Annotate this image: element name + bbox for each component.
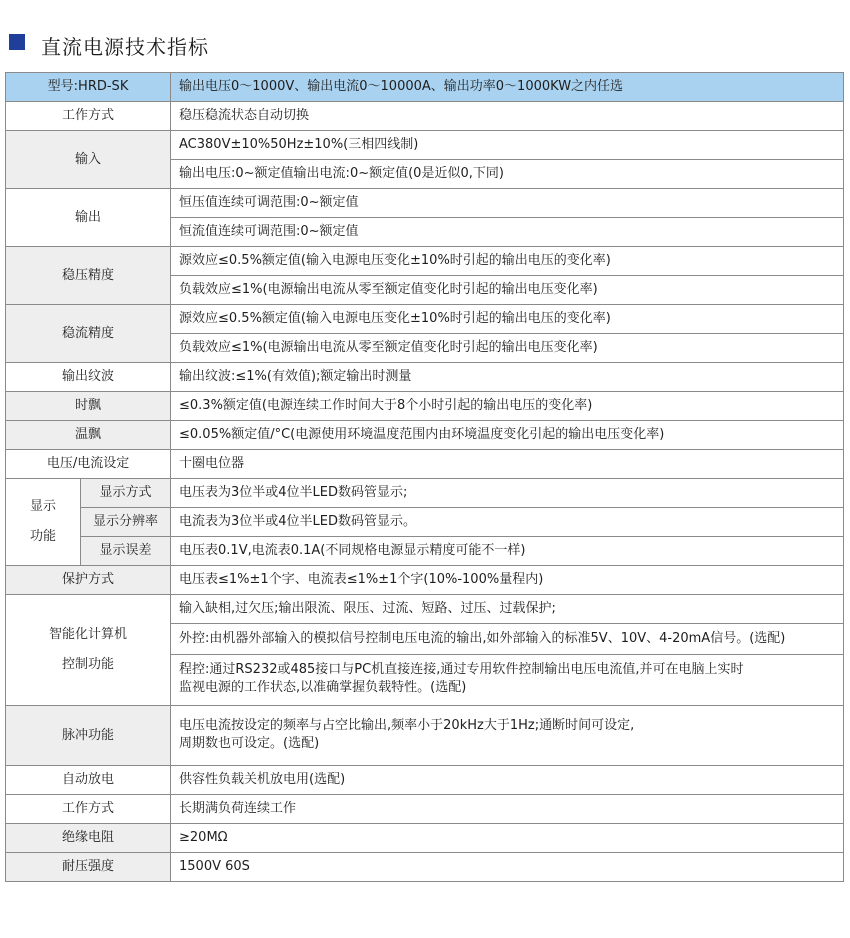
smart-label-line: 智能化计算机 (49, 627, 128, 642)
output-value: 恒压值连续可调范围:0~额定值 (171, 189, 844, 218)
smart-control-value: 输入缺相,过欠压;输出限流、限压、过流、短路、过压、过载保护; (171, 595, 844, 624)
temp-drift-value: ≤0.05%额定值/°C(电源使用环境温度范围内由环境温度变化引起的输出电压变化率) (171, 421, 844, 450)
section-header (0, 0, 850, 72)
pulse-value (171, 706, 844, 766)
table-row (6, 706, 844, 766)
display-value: 电压表0.1V,电流表0.1A(不同规格电源显示精度可能不一样) (171, 537, 844, 566)
table-row (6, 189, 844, 218)
smart-control-value (171, 655, 844, 706)
table-row (6, 102, 844, 131)
pulse-line: 周期数也可设定。(选配) (179, 735, 320, 751)
section-title: 直流电源技术指标 (41, 35, 209, 59)
discharge-value: 供容性负载关机放电用(选配) (171, 766, 844, 795)
model-value: 输出电压0～1000V、输出电流0～10000A、输出功率0～1000KW之内任选 (171, 73, 844, 102)
table-row (6, 508, 844, 537)
model-label: 型号:HRD-SK (6, 73, 171, 102)
temp-drift-label: 温飘 (6, 421, 171, 450)
work-mode-2-value: 长期满负荷连续工作 (171, 795, 844, 824)
smart-control-value: 外控:由机器外部输入的模拟信号控制电压电流的输出,如外部输入的标准5V、10V、4-20mA信号。(选配) (171, 624, 844, 655)
smart-control-line: 程控:通过RS232或485接口与PC机直接连接,通过专用软件控制输出电压电流值,并可在电脑上实时 (179, 662, 744, 677)
output-value: 恒流值连续可调范围:0~额定值 (171, 218, 844, 247)
table-row (6, 247, 844, 276)
insulation-value: ≥20MΩ (171, 824, 844, 853)
discharge-label: 自动放电 (6, 766, 171, 795)
current-regulation-label: 稳流精度 (6, 305, 171, 363)
table-row (6, 421, 844, 450)
table-row (6, 537, 844, 566)
output-label: 输出 (6, 189, 171, 247)
protection-label: 保护方式 (6, 566, 171, 595)
section-marker-icon (9, 34, 25, 50)
display-label-line: 显示 (29, 499, 56, 514)
voltage-regulation-value: 源效应≤0.5%额定值(输入电源电压变化±10%时引起的输出电压的变化率) (171, 247, 844, 276)
display-value: 电压表为3位半或4位半LED数码管显示; (171, 479, 844, 508)
table-row (6, 363, 844, 392)
withstand-value: 1500V 60S (171, 853, 844, 882)
table-row (6, 824, 844, 853)
voltage-regulation-label: 稳压精度 (6, 247, 171, 305)
display-sub-label: 显示误差 (81, 537, 171, 566)
pulse-label: 脉冲功能 (6, 706, 171, 766)
setting-label: 电压/电流设定 (6, 450, 171, 479)
ripple-value: 输出纹波:≤1%(有效值);额定输出时测量 (171, 363, 844, 392)
ripple-label: 输出纹波 (6, 363, 171, 392)
spec-table (5, 72, 844, 882)
work-mode-value: 稳压稳流状态自动切换 (171, 102, 844, 131)
table-row (6, 853, 844, 882)
time-drift-label: 时飘 (6, 392, 171, 421)
setting-value: 十圈电位器 (171, 450, 844, 479)
work-mode-label: 工作方式 (6, 102, 171, 131)
pulse-line: 电压电流按设定的频率与占空比输出,频率小于20kHz大于1Hz;通断时间可设定, (179, 717, 635, 733)
insulation-label: 绝缘电阻 (6, 824, 171, 853)
smart-control-label (6, 595, 171, 706)
display-label-line: 功能 (29, 529, 56, 544)
input-value: AC380V±10%50Hz±10%(三相四线制) (171, 131, 844, 160)
smart-control-line: 监视电源的工作状态,以准确掌握负载特性。(选配) (179, 680, 467, 695)
table-row (6, 450, 844, 479)
protection-value: 电压表≤1%±1个字、电流表≤1%±1个字(10%-100%量程内) (171, 566, 844, 595)
input-label: 输入 (6, 131, 171, 189)
display-value: 电流表为3位半或4位半LED数码管显示。 (171, 508, 844, 537)
display-function-label (6, 479, 81, 566)
input-value: 输出电压:0~额定值输出电流:0~额定值(0是近似0,下同) (171, 160, 844, 189)
table-row (6, 131, 844, 160)
current-regulation-value: 源效应≤0.5%额定值(输入电源电压变化±10%时引起的输出电压的变化率) (171, 305, 844, 334)
table-row (6, 392, 844, 421)
withstand-label: 耐压强度 (6, 853, 171, 882)
table-row (6, 766, 844, 795)
current-regulation-value: 负载效应≤1%(电源输出电流从零至额定值变化时引起的输出电压变化率) (171, 334, 844, 363)
table-row (6, 595, 844, 624)
work-mode-2-label: 工作方式 (6, 795, 171, 824)
table-row (6, 479, 844, 508)
table-row (6, 795, 844, 824)
display-sub-label: 显示分辨率 (81, 508, 171, 537)
table-row (6, 73, 844, 102)
table-row (6, 566, 844, 595)
smart-label-line: 控制功能 (62, 657, 115, 672)
time-drift-value: ≤0.3%额定值(电源连续工作时间大于8个小时引起的输出电压的变化率) (171, 392, 844, 421)
display-sub-label: 显示方式 (81, 479, 171, 508)
table-row (6, 305, 844, 334)
voltage-regulation-value: 负载效应≤1%(电源输出电流从零至额定值变化时引起的输出电压变化率) (171, 276, 844, 305)
